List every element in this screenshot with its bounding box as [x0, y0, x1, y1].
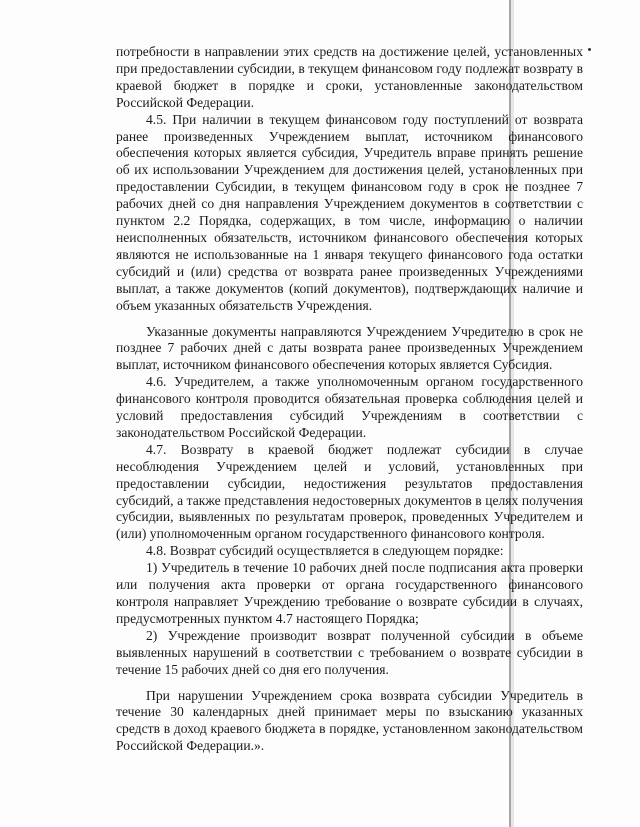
paragraph-4-8: 4.8. Возврат субсидий осуществляется в следующем порядке:: [146, 543, 504, 559]
paragraph-violation-measures: При нарушении Учреждением срока возврата субсидии Учредитель в течение 30 календарных дней принимает меры по взысканию указанных средств в доход краевого бюджета в порядке, установленном законодательством Российской Федерации.».: [116, 687, 583, 754]
scan-speck: [588, 48, 591, 51]
paragraph-4-8-item-2: 2) Учреждение производит возврат полученной субсидии в объеме выявленных нарушений в соответствии с требованием о возврате субсидии в течение 15 рабочих дней со дня его получения.: [116, 627, 583, 677]
paragraph-4-8-item-1: 1) Учредитель в течение 10 рабочих дней после подписания акта проверки или получения акта проверки от органа государственного финансового контроля направляет Учреждению требование о возврате субсидии в случаях, предусмотренных пунктом 4.7 настоящего Порядка;: [116, 560, 583, 626]
paragraph-continuation: потребности в направлении этих средств на достижение целей, установленных при предоставлении субсидии, в текущем финансовом году подлежат возврату в краевой бюджет в порядке и сроки, установленные законодательством Российской Федерации.: [116, 44, 583, 110]
paragraph-4-7: 4.7. Возврату в краевой бюджет подлежат субсидии в случае несоблюдения Учреждением целей и условий, установленных при предоставлении субсидии, недостижения результатов предоставления субсидий, а также представления недостоверных документов в целях получения субсидии, выявленных по результатам проверок, проведенных Учредителем и (или) уполномоченным органом государственного финансового контроля.: [116, 441, 583, 542]
document-body: [116, 44, 583, 755]
paragraph-4-5: 4.5. При наличии в текущем финансовом году поступлений от возврата ранее произведенных Учреждением выплат, источником финансового обеспечения которых является субсидия, Учредитель вправе принять решение об их использовании Учреждением для достижения целей, установленных при предоставлении Субсидии, в текущем финансовом году в срок не позднее 7 рабочих дней со дня направления Учреждением документов в соответствии с пунктом 2.2 Порядка, содержащих, в том числе, информацию о наличии неисполненных обязательств, источником финансового обеспечения которых являются не использованные на 1 января текущего финансового года остатки субсидий и (или) средства от возврата ранее произведенных Учреждениями выплат, а также документов (копий документов), подтверждающих наличие и объем указанных обязательств Учреждения.: [116, 111, 583, 313]
paragraph-documents-sent: Указанные документы направляются Учреждением Учредителю в срок не позднее 7 рабочих дней с даты возврата ранее произведенных Учреждением выплат, источником финансового обеспечения которых является Субсидия.: [116, 323, 583, 373]
paragraph-4-6: 4.6. Учредителем, а также уполномоченным органом государственного финансового контроля проводится обязательная проверка соблюдения целей и условий предоставления субсидий Учреждениям в соответствии с законодательством Российской Федерации.: [116, 374, 583, 440]
